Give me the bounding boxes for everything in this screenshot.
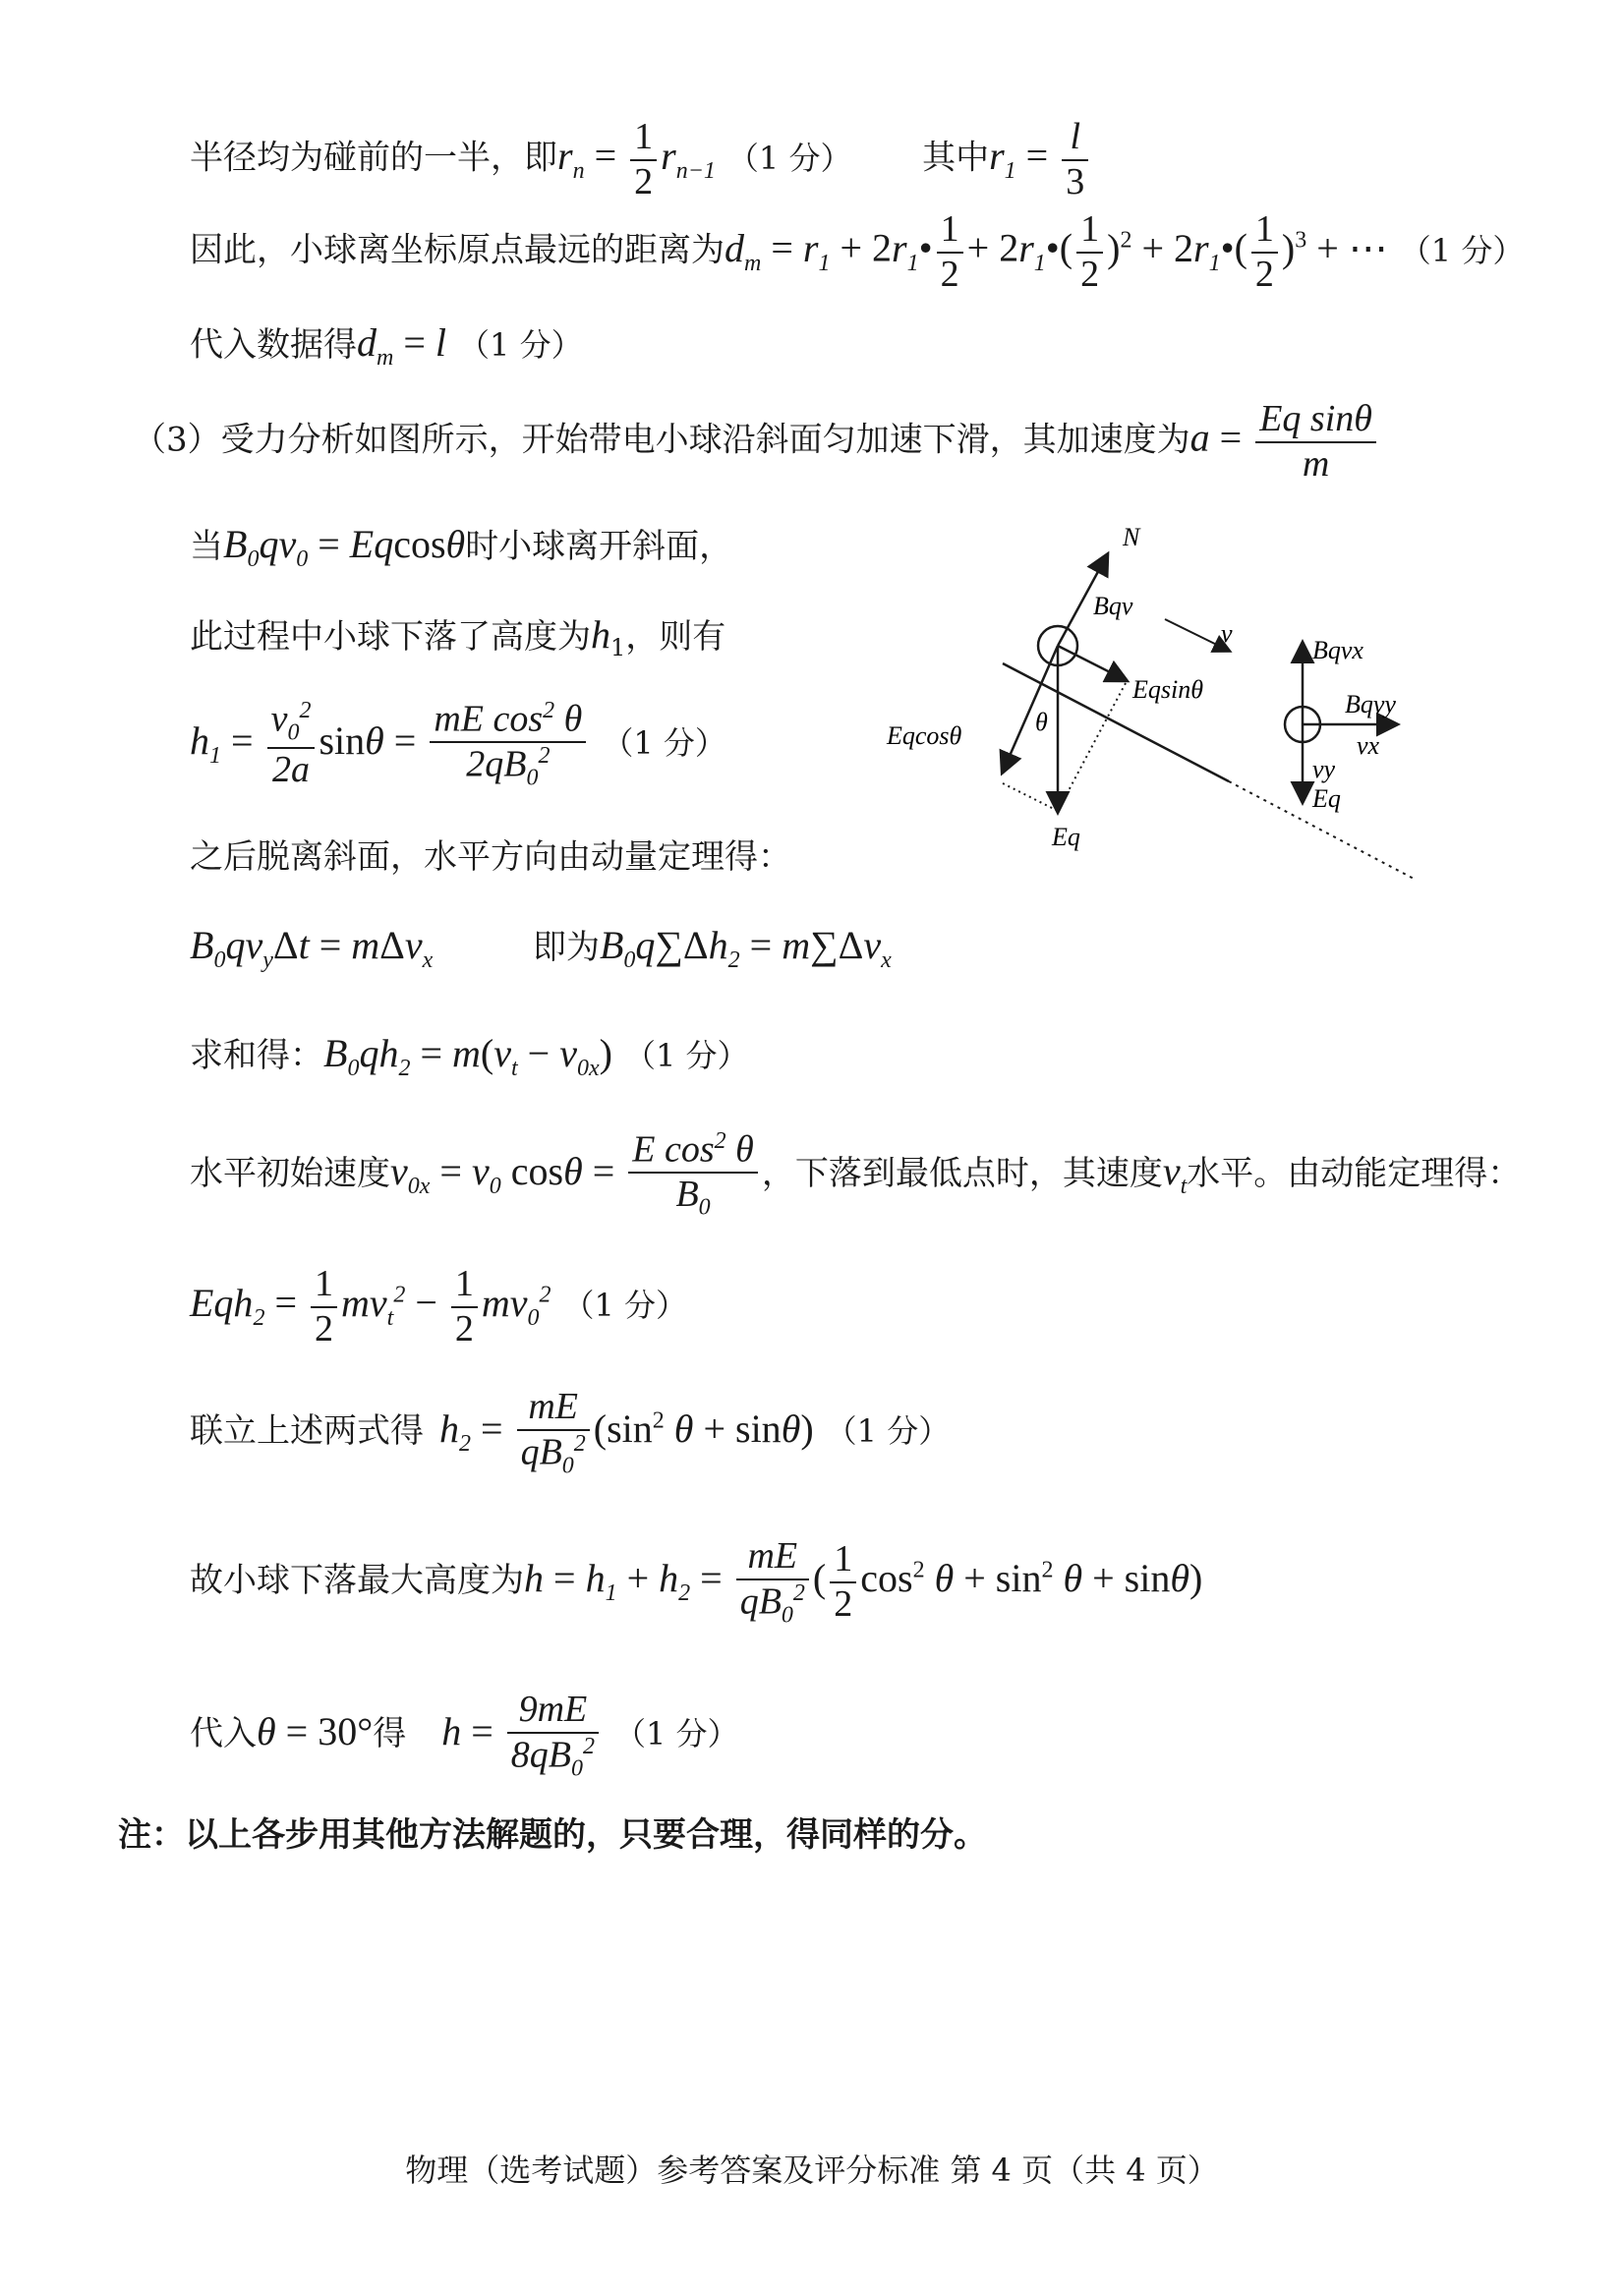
line-6: 此过程中小球下落了高度为$h_1$，则有 (190, 612, 726, 661)
arrow-eqcos (1003, 646, 1058, 772)
label-bqvx: Bqvx (1312, 636, 1363, 664)
line-14-pre: 故小球下落最大高度为 (190, 1560, 524, 1600)
fraction-l-third: $\frac{l}{3}$ (1062, 116, 1088, 203)
line-11-post: ，下落到最低点时，其速度 (761, 1153, 1163, 1193)
line-9-mid: 即为 (532, 928, 600, 967)
fraction-half: $\frac{1}{2}$ (630, 116, 657, 203)
line-5-pre: 当 (190, 527, 223, 566)
line-2: 因此，小球离坐标原点最远的距离为$d_m = r_1$ + $2r_1•$ $\frac{1}{2}$ + $2r_1•$( $\frac{1}{2}$ )$^2 + 2r_1•$( $\frac{1}{2}$ )$^3$ + ⋯ （1 分） (190, 208, 1525, 295)
line-6-post: ，则有 (625, 617, 726, 657)
line-14: 故小球下落最大高度为$h = h_1 + h_2$ = $\frac{mE}{qB_0^2}$ ( $\frac{1}{2}$ $\cos^2 \theta + \sin^2 \theta + \sin\theta$) (190, 1535, 1203, 1628)
force-diagram (865, 516, 1416, 890)
label-v: v (1221, 619, 1233, 648)
label-theta: θ (1035, 708, 1048, 736)
label-vx: vx (1357, 731, 1380, 760)
page-footer: 物理（选考试题）参考答案及评分标准 第 4 页（共 4 页） (405, 2152, 1219, 2189)
score-7: （1 分） (602, 724, 726, 763)
formula-rn: $r_n$ (557, 133, 585, 184)
label-bqvy: Bqvy (1345, 690, 1396, 718)
score-1: （1 分） (726, 139, 852, 177)
line-11-pre: 水平初始速度 (190, 1153, 390, 1193)
line-5-post: 时小球离开斜面， (465, 527, 733, 566)
line-9: $B_0qv_y\Delta t = m\Delta v_x$ 即为$B_0q\sum\Delta h_2 = m\sum\Delta v_x$ (190, 923, 892, 973)
line-2-text: 因此，小球离坐标原点最远的距离为 (190, 230, 725, 270)
score-3: （1 分） (458, 326, 583, 364)
line-8 (190, 837, 791, 878)
dotted-2 (1058, 683, 1126, 811)
line-11-post2: 水平。由动能定理得： (1187, 1153, 1522, 1193)
score-2: （1 分） (1399, 231, 1525, 269)
line-5: 当$B_0qv_0 = Eqcos\theta$时小球离开斜面， (190, 522, 733, 572)
label-eq-2: Eq (1312, 784, 1341, 813)
score-15: （1 分） (614, 1714, 739, 1752)
score-10: （1 分） (623, 1037, 749, 1074)
line-15-pre: 代入 (190, 1713, 257, 1753)
line-1: 半径均为碰前的一半，即$r_n$ = $\frac{1}{2}$ $r_{n-1}$ （1 分） 其中$r_1$ = $\frac{l}{3}$ (190, 116, 1092, 203)
line-15: 代入θ = 30°得 h = $\frac{9mE}{8qB_0^2}$ （1 分） (190, 1689, 739, 1781)
line-1-text: 半径均为碰前的一半，即 (190, 138, 557, 178)
line-8-text: 之后脱离斜面，水平方向由动量定理得： (190, 837, 791, 877)
label-vy: vy (1312, 755, 1336, 783)
label-bqv: Bqv (1093, 592, 1133, 620)
line-3-text: 代入数据得 (190, 325, 357, 365)
line-13: 联立上述两式得 $h_2$ = $\frac{mE}{qB_0^2}$ ($\sin^2$ θ + sinθ) （1 分） (190, 1386, 951, 1478)
label-eq: Eq (1052, 823, 1080, 851)
note: 注：以上各步用其他方法解题的，只要合理，得同样的分。 (118, 1815, 987, 1855)
line-6-text: 此过程中小球下落了高度为 (190, 617, 591, 657)
line-7: $h_1$ = $\frac{v_0^2}{2a}$ sinθ = $\frac{mE \cos^2 \theta}{2qB_0^2}$ （1 分） (190, 698, 726, 791)
line-11: 水平初始速度$v_{0x} = v_0$ cosθ = $\frac{E \cos^2 \theta}{B_0}$ ，下落到最低点时，其速度$v_t$水平。由动能定理得： (190, 1128, 1522, 1221)
fraction-accel: $\frac{\text{Eq sinθ}}{m}$ (1255, 398, 1376, 486)
arrow-v (1165, 619, 1229, 651)
label-n: N (1123, 523, 1140, 551)
line-13-pre: 联立上述两式得 (190, 1410, 424, 1451)
line-4: （3）受力分析如图所示，开始带电小球沿斜面匀加速下滑，其加速度为a = $\frac{\text{Eq sinθ}}{m}$ (133, 398, 1380, 486)
line-1-mid: 其中 (922, 138, 990, 178)
line-15-mid: 得 (373, 1713, 407, 1753)
dotted-1 (1003, 783, 1058, 811)
label-eqsin: Eqsinθ (1132, 675, 1203, 704)
score-12: （1 分） (562, 1286, 688, 1324)
line-10-pre: 求和得： (190, 1036, 323, 1075)
line-4-text: （3）受力分析如图所示，开始带电小球沿斜面匀加速下滑，其加速度为 (133, 420, 1190, 460)
label-eqcos: Eqcosθ (887, 721, 962, 750)
line-12: Eqh$_2$ = $\frac{1}{2}$ $mv_t^2$ − $\frac{1}{2}$ $mv_0^2$ （1 分） (190, 1263, 688, 1349)
score-13: （1 分） (825, 1411, 951, 1450)
line-10: 求和得：$B_0qh_2 = m(v_t - v_{0x})$ （1 分） (190, 1031, 749, 1081)
line-3: 代入数据得$d_m = l$ （1 分） (190, 320, 583, 371)
